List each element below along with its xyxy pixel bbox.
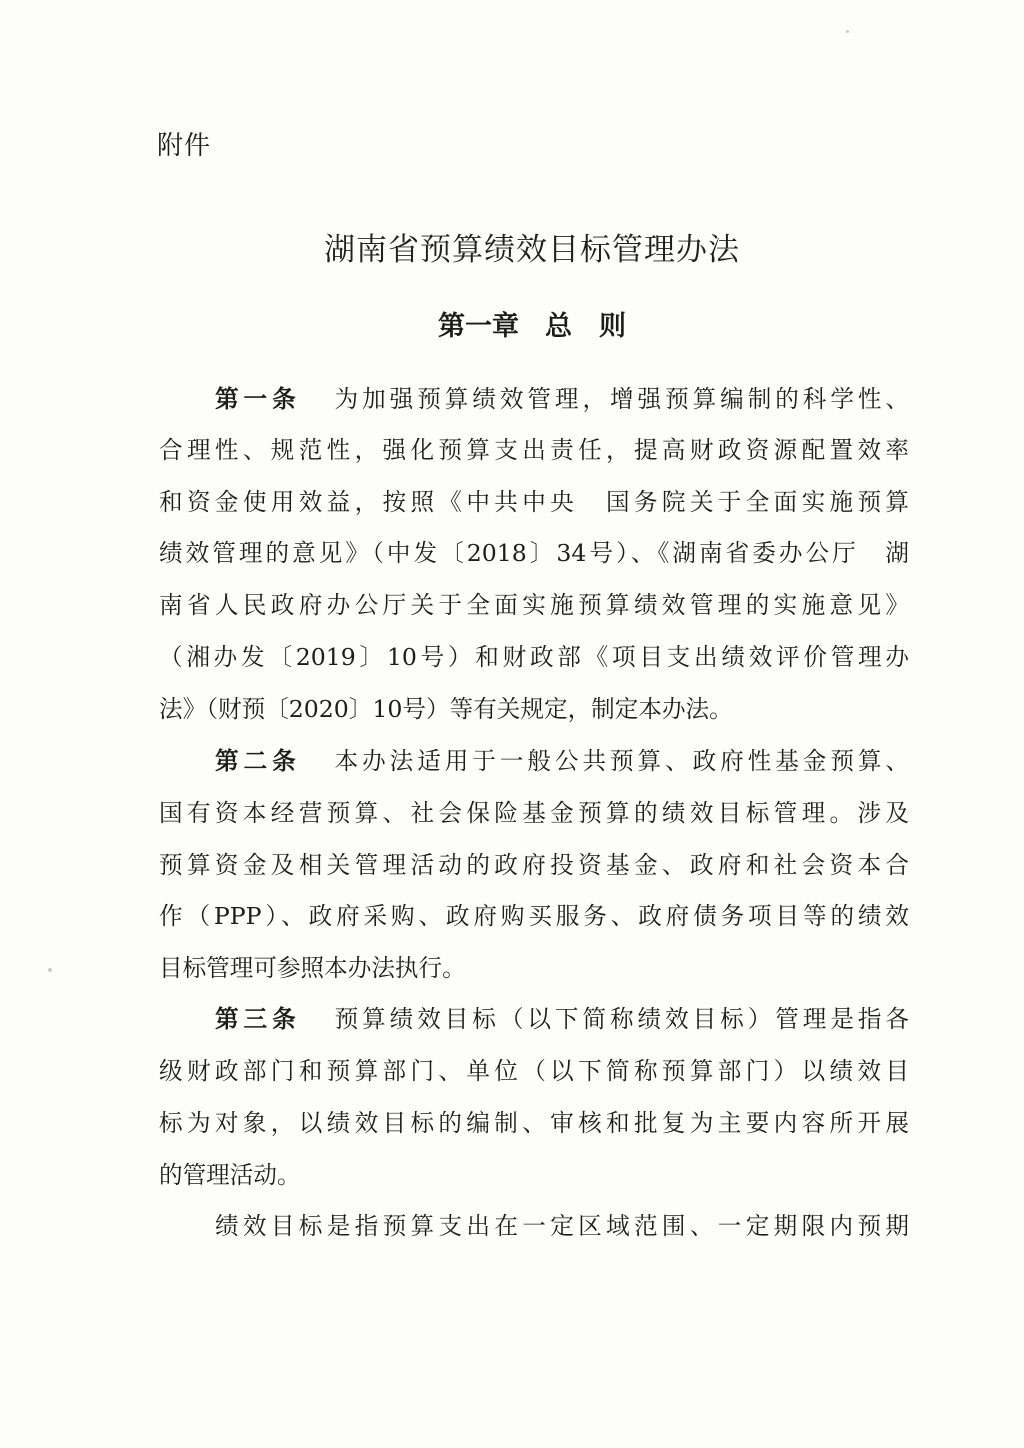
article-3-line-3: 标为对象，以绩效目标的编制、审核和批复为主要内容所开展 <box>159 1109 909 1137</box>
attachment-label: 附件 <box>157 131 212 161</box>
article-1-text: 为加强预算绩效管理，增强预算编制的科学性、 <box>330 385 909 413</box>
article-1-line-1 <box>215 379 909 419</box>
article-2-text: 本办法适用于一般公共预算、政府性基金预算、 <box>330 747 909 775</box>
article-1-line-5: 南省人民政府办公厅关于全面实施预算绩效管理的实施意见》 <box>159 591 909 619</box>
article-3-text: 预算绩效目标（以下简称绩效目标）管理是指各 <box>330 1005 909 1033</box>
article-2-line-3: 预算资金及相关管理活动的政府投资基金、政府和社会资本合 <box>159 851 909 879</box>
chapter-number: 第一章 <box>438 311 519 342</box>
article-1-line-2: 合理性、规范性，强化预算支出责任，提高财政资源配置效率 <box>159 436 909 464</box>
article-2-line-4: 作（PPP）、政府采购、政府购买服务、政府债务项目等的绩效 <box>159 902 909 930</box>
article-1-line-4: 绩效管理的意见》（中发〔2018〕34号）、《湖南省委办公厅 湖 <box>159 539 909 567</box>
scan-speck <box>48 968 52 972</box>
article-3-line-1 <box>215 999 909 1039</box>
article-1-line-7: 法》（财预〔2020〕10号）等有关规定，制定本办法。 <box>159 695 733 723</box>
chapter-name: 总 则 <box>545 311 626 342</box>
article-2-line-1 <box>215 741 909 781</box>
article-3-line-2: 级财政部门和预算部门、单位（以下简称预算部门）以绩效目 <box>159 1057 909 1085</box>
article-1-label: 第一条 <box>215 385 301 413</box>
article-3-line-4: 的管理活动。 <box>159 1161 301 1189</box>
scan-speck <box>846 30 849 33</box>
article-1-line-6: （湘办发〔2019〕10号）和财政部《项目支出绩效评价管理办 <box>159 643 909 671</box>
article-2-line-2: 国有资本经营预算、社会保险基金预算的绩效目标管理。涉及 <box>159 799 909 827</box>
article-3-label: 第三条 <box>215 1005 301 1033</box>
document-title: 湖南省预算绩效目标管理办法 <box>324 232 740 268</box>
article-2-line-5: 目标管理可参照本办法执行。 <box>159 954 466 982</box>
article-1-line-3: 和资金使用效益，按照《中共中央 国务院关于全面实施预算 <box>159 488 909 516</box>
chapter-heading <box>0 308 1024 346</box>
article-2-label: 第二条 <box>215 747 301 775</box>
closing-paragraph-line-1: 绩效目标是指预算支出在一定区域范围、一定期限内预期 <box>215 1212 909 1240</box>
